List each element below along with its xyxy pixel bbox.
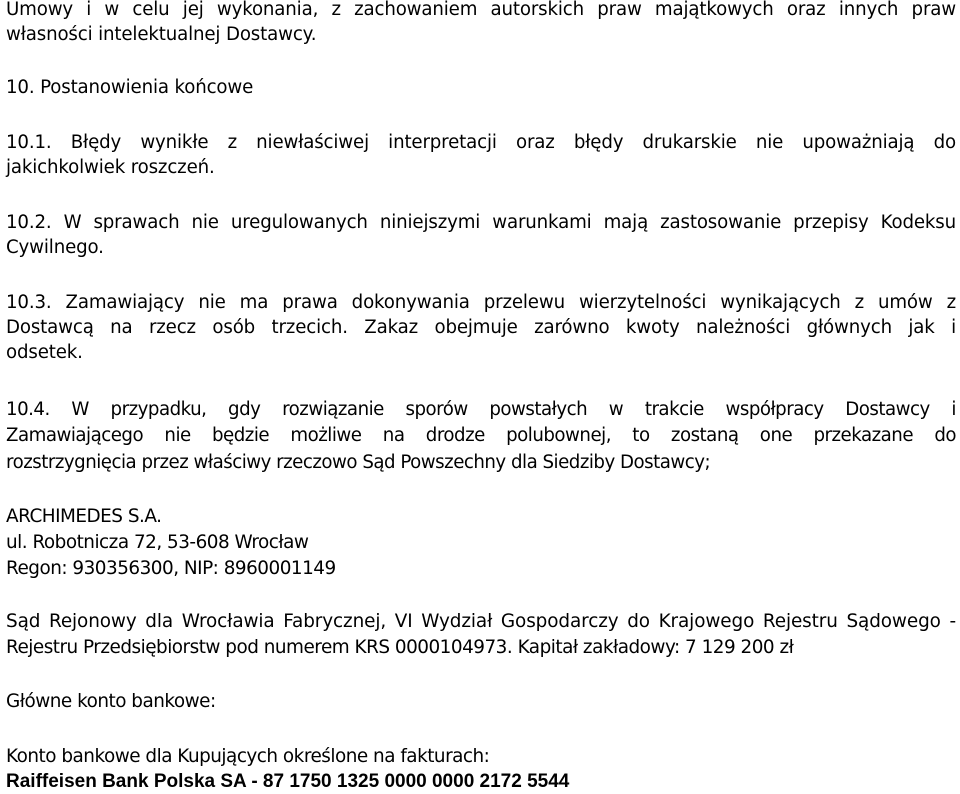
clause-10-4-line-1: 10.4. W przypadku, gdy rozwiązanie sporów powstałych w trakcie współpracy Dostawcy i (6, 399, 956, 420)
main-bank-account-label: Główne konto bankowe: (6, 691, 216, 712)
clause-10-4-line-3: rozstrzygnięcia przez właściwy rzeczowo Sąd Powszechny dla Siedziby Dostawcy; (6, 452, 711, 473)
clause-10-2-line-2: Cywilnego. (6, 237, 104, 258)
company-address: ul. Robotnicza 72, 53-608 Wrocław (6, 532, 309, 553)
clause-10-4-line-2: Zamawiającego nie będzie możliwe na drodze polubownej, to zostaną one przekazane do (6, 425, 956, 446)
intro-line-2: własności intelektualnej Dostawcy. (6, 24, 317, 45)
court-registration-line-2: Rejestru Przedsiębiorstw pod numerem KRS 0000104973. Kapitał zakładowy: 7 129 200 zł (6, 637, 794, 658)
section-heading: 10. Postanowienia końcowe (6, 77, 254, 98)
clause-10-3-line-1: 10.3. Zamawiający nie ma prawa dokonywania przelewu wierzytelności wynikających z umów z (6, 292, 956, 313)
clause-10-2-line-1: 10.2. W sprawach nie uregulowanych niniejszymi warunkami mają zastosowanie przepisy Kodeksu (6, 212, 956, 233)
clause-10-3-line-2: Dostawcą na rzecz osób trzecich. Zakaz obejmuje zarówno kwoty należności głównych jak i (6, 317, 956, 338)
clause-10-3-line-3: odsetek. (6, 342, 83, 363)
buyers-bank-account-number: Raiffeisen Bank Polska SA - 87 1750 1325 0000 0000 2172 5544 (6, 771, 570, 792)
company-ids: Regon: 930356300, NIP: 8960001149 (6, 558, 336, 579)
buyers-bank-account-label: Konto bankowe dla Kupujących określone na fakturach: (6, 746, 490, 767)
clause-10-1-line-2: jakichkolwiek roszczeń. (6, 157, 215, 178)
court-registration-line-1: Sąd Rejonowy dla Wrocławia Fabrycznej, VI Wydział Gospodarczy do Krajowego Rejestru Sądowego - (6, 611, 956, 632)
intro-line-1: Umowy i w celu jej wykonania, z zachowaniem autorskich praw majątkowych oraz innych praw (6, 0, 956, 20)
company-name: ARCHIMEDES S.A. (6, 506, 162, 527)
document-page (6, 0, 956, 794)
clause-10-1-line-1: 10.1. Błędy wynikłe z niewłaściwej interpretacji oraz błędy drukarskie nie upoważniają do (6, 132, 956, 153)
